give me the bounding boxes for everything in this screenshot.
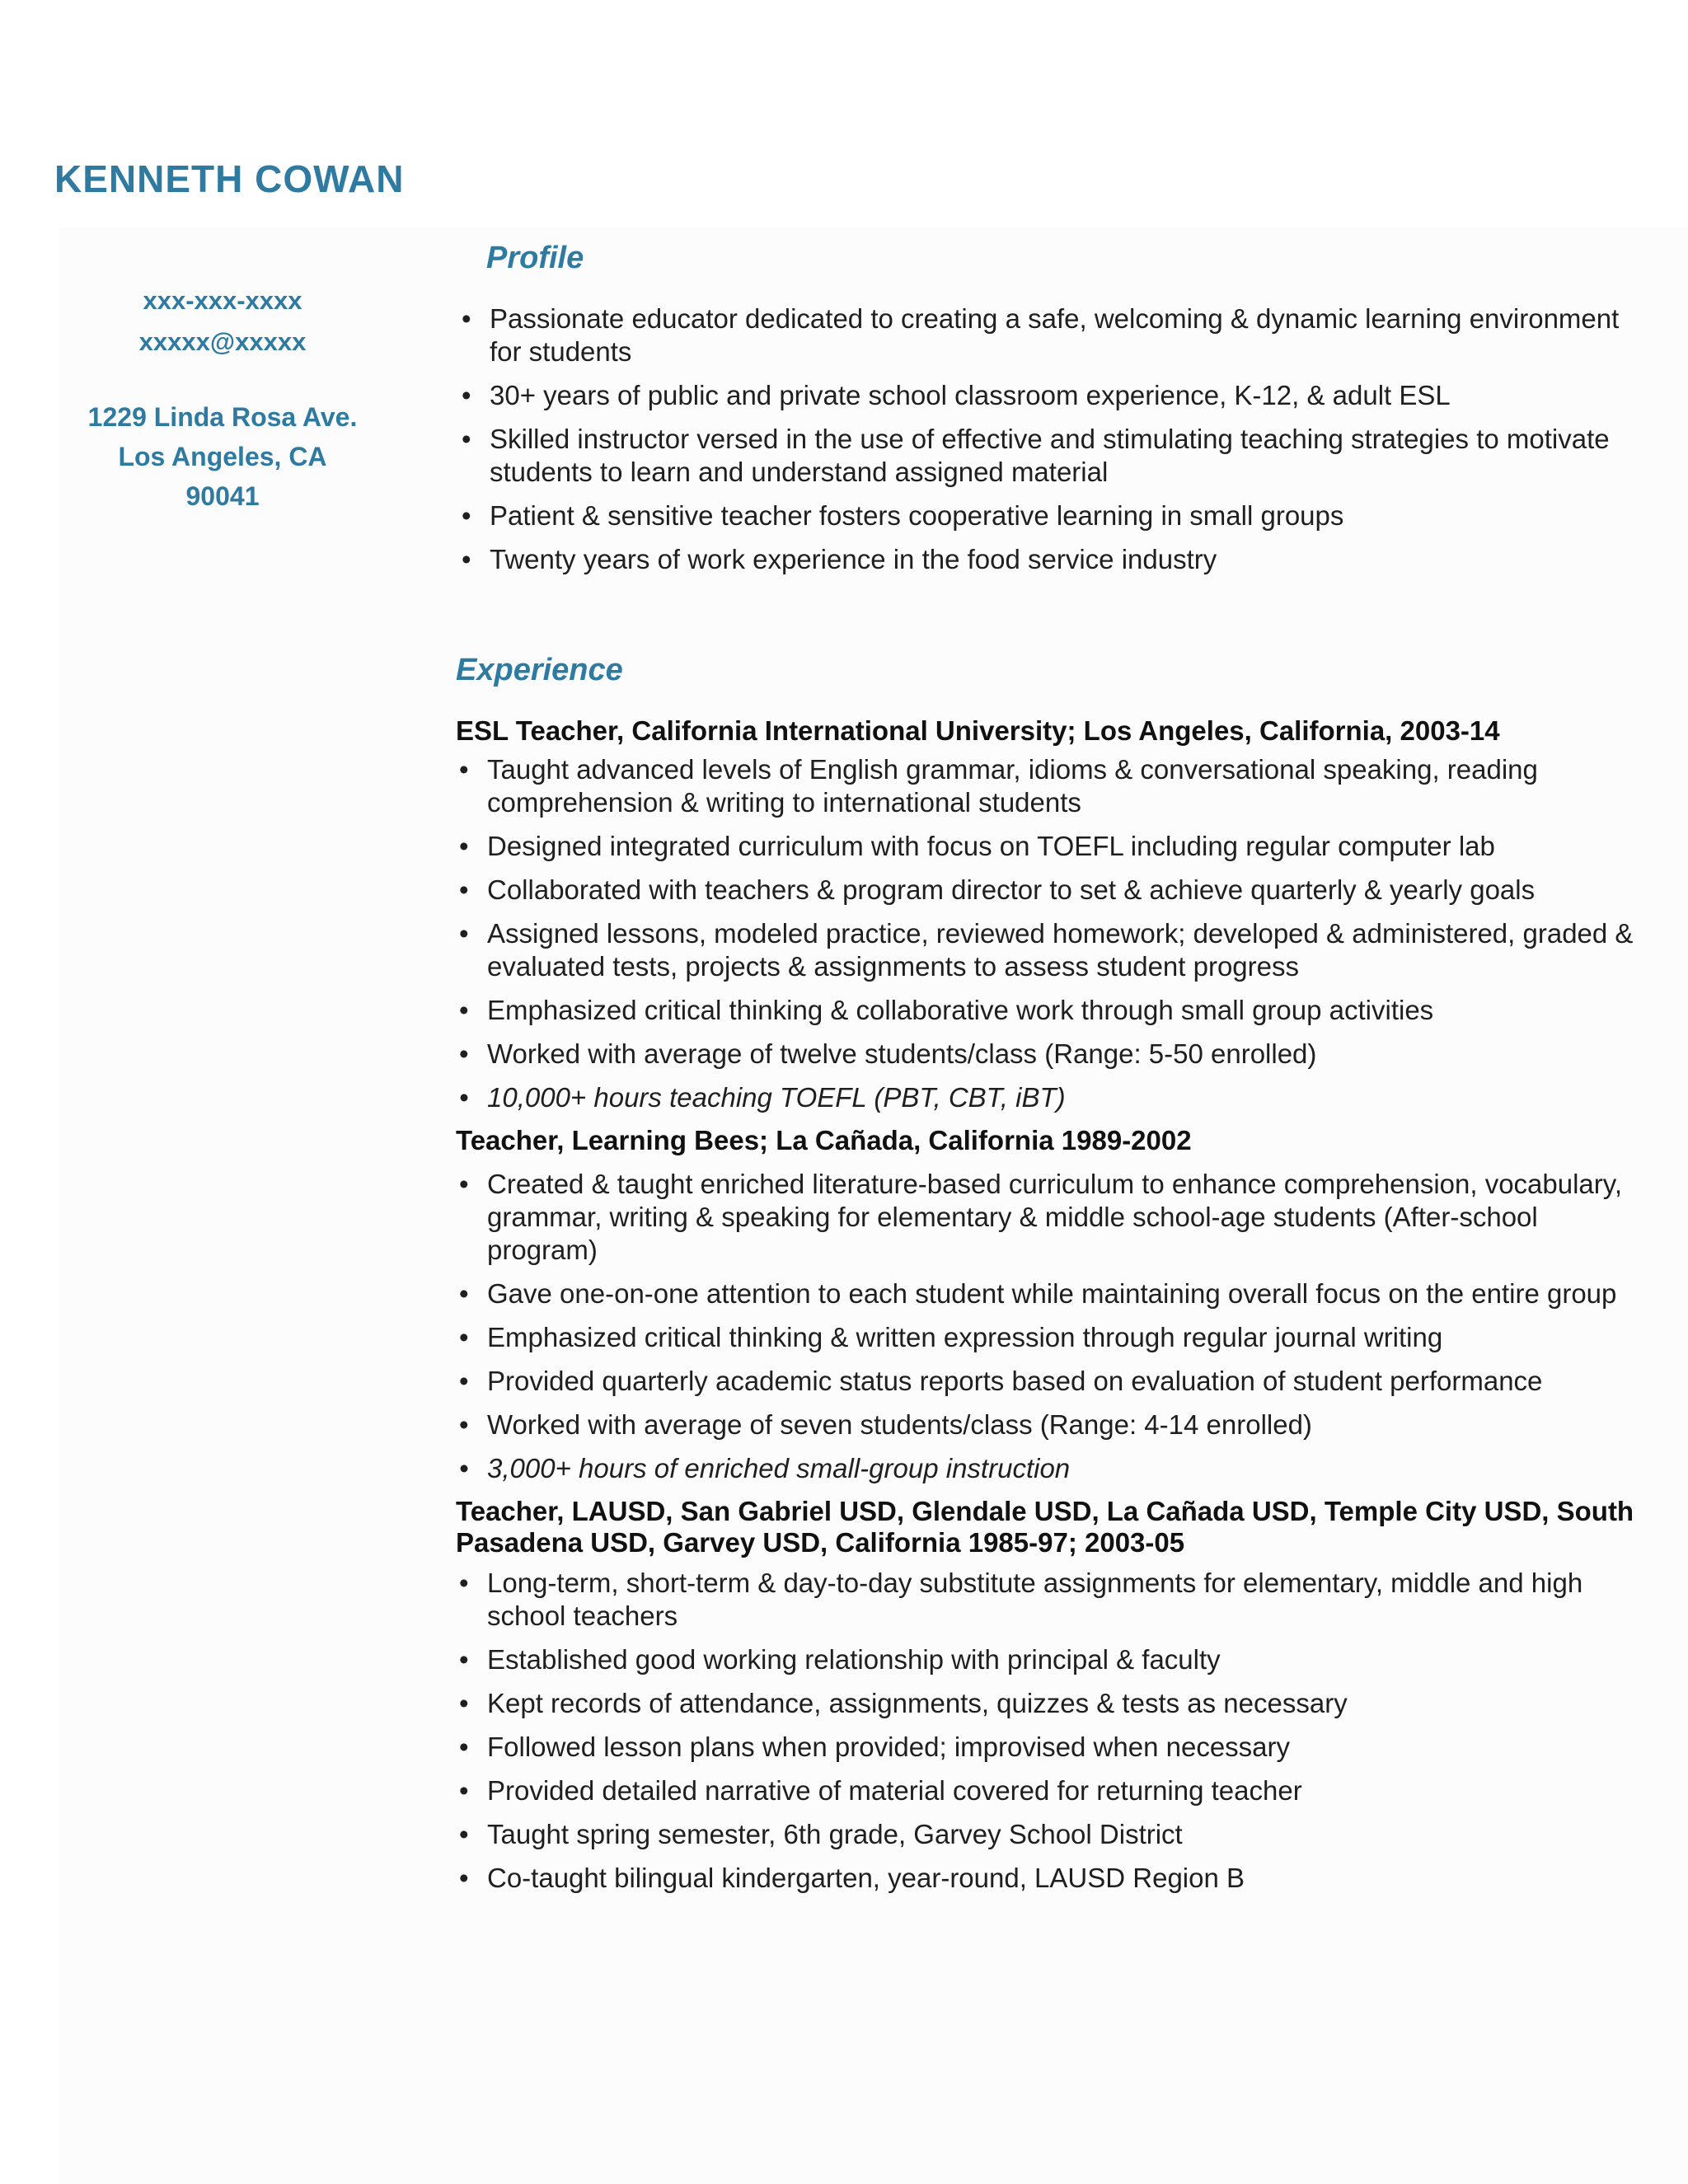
job-duty: • Taught spring semester, 6th grade, Garvey School District	[456, 1818, 1643, 1851]
profile-heading: Profile	[486, 241, 584, 275]
experience-section	[456, 715, 1643, 1905]
profile-item: • 30+ years of public and private school classroom experience, K-12, & adult ESL	[458, 379, 1629, 412]
job-duties-list	[456, 1168, 1643, 1485]
job-duty: • Co-taught bilingual kindergarten, year-round, LAUSD Region B	[456, 1862, 1643, 1895]
job-duty: • Emphasized critical thinking & written expression through regular journal writing	[456, 1321, 1643, 1354]
job-title: Teacher, Learning Bees; La Cañada, California 1989-2002	[456, 1125, 1192, 1155]
job-duty: • Designed integrated curriculum with focus on TOEFL including regular computer lab	[456, 830, 1643, 863]
job-duty: • Created & taught enriched literature-based curriculum to enhance comprehension, vocabulary, grammar, writing & speaking for elementary & middle school-age students (After-school program)	[456, 1168, 1643, 1267]
job-highlight: • 10,000+ hours teaching TOEFL (PBT, CBT, iBT)	[456, 1081, 1643, 1114]
profile-list	[458, 302, 1629, 587]
profile-item: • Passionate educator dedicated to creating a safe, welcoming & dynamic learning environment for students	[458, 302, 1629, 368]
job-duty: • Worked with average of seven students/class (Range: 4-14 enrolled)	[456, 1408, 1643, 1441]
phone-number: xxx-xxx-xxxx	[143, 286, 302, 315]
job-duty: • Established good working relationship with principal & faculty	[456, 1643, 1643, 1676]
contact-sidebar	[49, 280, 396, 516]
experience-heading: Experience	[456, 653, 623, 687]
job-duties-list	[456, 1567, 1643, 1895]
job-entry	[456, 715, 1643, 1114]
address-city: Los Angeles, CA	[118, 442, 327, 471]
job-duty: • Taught advanced levels of English grammar, idioms & conversational speaking, reading comprehension & writing to international students	[456, 753, 1643, 819]
profile-item: • Patient & sensitive teacher fosters cooperative learning in small groups	[458, 499, 1629, 532]
address-street: 1229 Linda Rosa Ave.	[87, 402, 358, 432]
job-duty: • Long-term, short-term & day-to-day substitute assignments for elementary, middle and high school teachers	[456, 1567, 1643, 1633]
job-highlight: • 3,000+ hours of enriched small-group instruction	[456, 1452, 1643, 1485]
job-duty: • Worked with average of twelve students/class (Range: 5-50 enrolled)	[456, 1038, 1643, 1071]
job-entry	[456, 1125, 1643, 1485]
job-duties-list	[456, 753, 1643, 1114]
profile-item: • Skilled instructor versed in the use of effective and stimulating teaching strategies to motivate students to learn and understand assigned material	[458, 423, 1629, 489]
candidate-name: KENNETH COWAN	[54, 157, 405, 200]
email-address: xxxxx@xxxxx	[138, 327, 307, 356]
job-duty: • Assigned lessons, modeled practice, reviewed homework; developed & administered, graded & evaluated tests, projects & assignments to assess student progress	[456, 917, 1643, 983]
job-duty: • Emphasized critical thinking & collaborative work through small group activities	[456, 994, 1643, 1027]
profile-item: • Twenty years of work experience in the food service industry	[458, 543, 1629, 576]
job-duty: • Provided quarterly academic status reports based on evaluation of student performance	[456, 1365, 1643, 1398]
job-duty: • Gave one-on-one attention to each student while maintaining overall focus on the entire group	[456, 1277, 1643, 1310]
job-duty: • Provided detailed narrative of material covered for returning teacher	[456, 1774, 1643, 1807]
job-duty: • Followed lesson plans when provided; improvised when necessary	[456, 1731, 1643, 1764]
mailing-address	[49, 397, 396, 516]
job-title: ESL Teacher, California International University; Los Angeles, California, 2003-14	[456, 715, 1500, 746]
job-duty: • Collaborated with teachers & program director to set & achieve quarterly & yearly goals	[456, 874, 1643, 907]
job-title: Teacher, LAUSD, San Gabriel USD, Glendale USD, La Cañada USD, Temple City USD, South Pasadena USD, Garvey USD, California 1985-97; 2003-05	[456, 1496, 1634, 1558]
address-zip: 90041	[185, 481, 260, 511]
job-entry	[456, 1496, 1643, 1895]
job-duty: • Kept records of attendance, assignments, quizzes & tests as necessary	[456, 1687, 1643, 1720]
